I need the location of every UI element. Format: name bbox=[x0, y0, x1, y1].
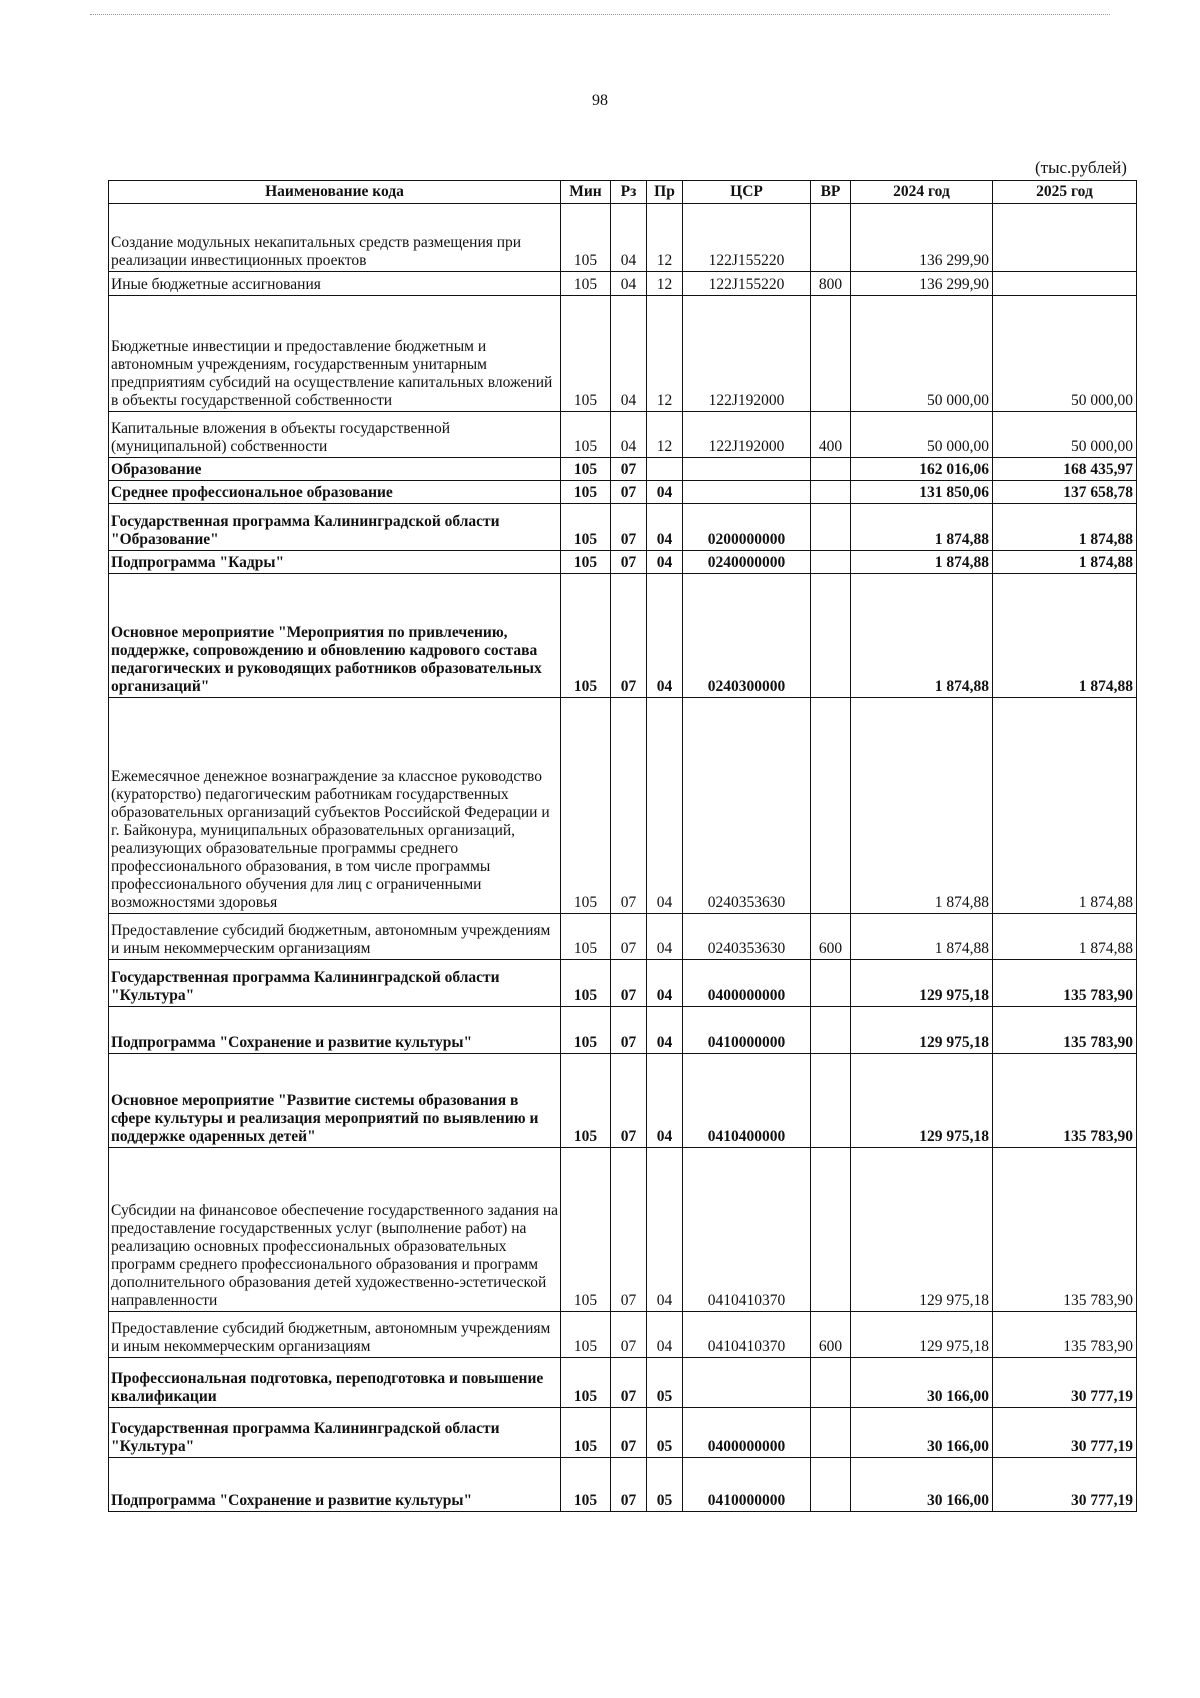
cell-min: 105 bbox=[561, 574, 611, 698]
cell-pr: 05 bbox=[647, 1408, 683, 1458]
cell-rz: 04 bbox=[611, 296, 647, 412]
cell-name: Создание модульных некапитальных средств размещения при реализации инвестиционных проектов bbox=[109, 204, 561, 272]
cell-pr: 05 bbox=[647, 1458, 683, 1512]
cell-2024: 129 975,18 bbox=[851, 1148, 993, 1312]
units-label: (тыс.рублей) bbox=[1035, 158, 1127, 177]
cell-csr bbox=[683, 458, 811, 481]
cell-min: 105 bbox=[561, 296, 611, 412]
cell-csr: 0240353630 bbox=[683, 698, 811, 914]
cell-2025: 135 783,90 bbox=[993, 1007, 1137, 1054]
cell-2024: 30 166,00 bbox=[851, 1408, 993, 1458]
cell-rz: 07 bbox=[611, 698, 647, 914]
cell-min: 105 bbox=[561, 204, 611, 272]
cell-pr: 04 bbox=[647, 1007, 683, 1054]
header-2025: 2025 год bbox=[993, 181, 1137, 204]
cell-min: 105 bbox=[561, 960, 611, 1007]
cell-rz: 07 bbox=[611, 1312, 647, 1358]
header-csr: ЦСР bbox=[683, 181, 811, 204]
cell-name: Среднее профессиональное образование bbox=[109, 481, 561, 504]
cell-vr bbox=[811, 574, 851, 698]
cell-min: 105 bbox=[561, 1007, 611, 1054]
cell-2025: 1 874,88 bbox=[993, 574, 1137, 698]
cell-csr: 0410410370 bbox=[683, 1148, 811, 1312]
cell-name: Субсидии на финансовое обеспечение государственного задания на предоставление государственных услуг (выполнение работ) на реализацию основных профессиональных образовательных программ среднего профессионального образования и программ дополнительного образования детей художественно-эстетической направленности bbox=[109, 1148, 561, 1312]
cell-csr: 122J192000 bbox=[683, 412, 811, 458]
cell-csr bbox=[683, 1358, 811, 1408]
cell-vr bbox=[811, 1408, 851, 1458]
cell-pr: 05 bbox=[647, 1358, 683, 1408]
cell-min: 105 bbox=[561, 272, 611, 296]
cell-2025 bbox=[993, 272, 1137, 296]
cell-pr: 04 bbox=[647, 914, 683, 960]
cell-name: Бюджетные инвестиции и предоставление бюджетным и автономным учреждениям, государственным унитарным предприятиям субсидий на осуществление капитальных вложений в объекты государственной собственности bbox=[109, 296, 561, 412]
table-row bbox=[109, 1408, 1137, 1458]
cell-vr bbox=[811, 1148, 851, 1312]
cell-name: Подпрограмма "Кадры" bbox=[109, 551, 561, 574]
cell-csr: 0240000000 bbox=[683, 551, 811, 574]
cell-name: Профессиональная подготовка, переподготовка и повышение квалификации bbox=[109, 1358, 561, 1408]
cell-name: Государственная программа Калининградской области "Культура" bbox=[109, 1408, 561, 1458]
cell-2025: 135 783,90 bbox=[993, 1312, 1137, 1358]
table-row bbox=[109, 698, 1137, 914]
cell-min: 105 bbox=[561, 1054, 611, 1148]
cell-vr bbox=[811, 296, 851, 412]
cell-csr: 0240300000 bbox=[683, 574, 811, 698]
cell-rz: 07 bbox=[611, 1054, 647, 1148]
cell-2025: 135 783,90 bbox=[993, 1148, 1137, 1312]
cell-rz: 07 bbox=[611, 1408, 647, 1458]
cell-name: Предоставление субсидий бюджетным, автономным учреждениям и иным некоммерческим организациям bbox=[109, 1312, 561, 1358]
cell-rz: 07 bbox=[611, 960, 647, 1007]
cell-vr: 600 bbox=[811, 1312, 851, 1358]
cell-min: 105 bbox=[561, 1312, 611, 1358]
cell-2024: 129 975,18 bbox=[851, 1054, 993, 1148]
cell-rz: 07 bbox=[611, 914, 647, 960]
cell-pr: 04 bbox=[647, 698, 683, 914]
cell-csr bbox=[683, 481, 811, 504]
cell-name: Основное мероприятие "Мероприятия по привлечению, поддержке, сопровождению и обновлению кадрового состава педагогических и руководящих работников образовательных организаций" bbox=[109, 574, 561, 698]
cell-2024: 129 975,18 bbox=[851, 960, 993, 1007]
table-row bbox=[109, 204, 1137, 272]
header-rz: Рз bbox=[611, 181, 647, 204]
cell-name: Ежемесячное денежное вознаграждение за классное руководство (кураторство) педагогическим работникам государственных образовательных организаций субъектов Российской Федерации и г. Байконура, муниципальных образовательных организаций, реализующих образовательные программы среднего профессионального образования, в том числе программы профессионального обучения для лиц с ограниченными возможностями здоровья bbox=[109, 698, 561, 914]
cell-min: 105 bbox=[561, 1358, 611, 1408]
cell-vr bbox=[811, 1007, 851, 1054]
header-min: Мин bbox=[561, 181, 611, 204]
cell-pr: 12 bbox=[647, 412, 683, 458]
cell-2025: 30 777,19 bbox=[993, 1358, 1137, 1408]
cell-min: 105 bbox=[561, 698, 611, 914]
table-row bbox=[109, 1007, 1137, 1054]
cell-min: 105 bbox=[561, 551, 611, 574]
table-row bbox=[109, 296, 1137, 412]
cell-rz: 07 bbox=[611, 1458, 647, 1512]
table-header-row bbox=[109, 181, 1137, 204]
cell-vr bbox=[811, 1054, 851, 1148]
cell-min: 105 bbox=[561, 481, 611, 504]
cell-2025: 1 874,88 bbox=[993, 551, 1137, 574]
cell-2024: 136 299,90 bbox=[851, 272, 993, 296]
cell-min: 105 bbox=[561, 504, 611, 551]
cell-csr: 0410400000 bbox=[683, 1054, 811, 1148]
table-row bbox=[109, 458, 1137, 481]
cell-csr: 122J155220 bbox=[683, 272, 811, 296]
cell-vr bbox=[811, 504, 851, 551]
scan-artifact-line bbox=[90, 14, 1110, 15]
cell-2024: 30 166,00 bbox=[851, 1358, 993, 1408]
cell-name: Подпрограмма "Сохранение и развитие культуры" bbox=[109, 1458, 561, 1512]
cell-2025: 50 000,00 bbox=[993, 412, 1137, 458]
cell-pr: 04 bbox=[647, 504, 683, 551]
cell-pr: 12 bbox=[647, 204, 683, 272]
cell-rz: 07 bbox=[611, 574, 647, 698]
cell-2025: 135 783,90 bbox=[993, 1054, 1137, 1148]
cell-csr: 0410000000 bbox=[683, 1007, 811, 1054]
table-row bbox=[109, 272, 1137, 296]
cell-vr bbox=[811, 698, 851, 914]
cell-rz: 07 bbox=[611, 1007, 647, 1054]
cell-pr: 12 bbox=[647, 272, 683, 296]
cell-2024: 30 166,00 bbox=[851, 1458, 993, 1512]
table-row bbox=[109, 1148, 1137, 1312]
cell-csr: 0410000000 bbox=[683, 1458, 811, 1512]
cell-pr: 04 bbox=[647, 960, 683, 1007]
cell-vr bbox=[811, 458, 851, 481]
cell-2024: 129 975,18 bbox=[851, 1312, 993, 1358]
cell-vr bbox=[811, 481, 851, 504]
page-number: 98 bbox=[592, 92, 608, 109]
cell-rz: 04 bbox=[611, 412, 647, 458]
cell-min: 105 bbox=[561, 1148, 611, 1312]
cell-2025: 135 783,90 bbox=[993, 960, 1137, 1007]
cell-vr bbox=[811, 204, 851, 272]
table-row bbox=[109, 1458, 1137, 1512]
cell-min: 105 bbox=[561, 914, 611, 960]
cell-vr: 400 bbox=[811, 412, 851, 458]
cell-min: 105 bbox=[561, 458, 611, 481]
cell-2024: 1 874,88 bbox=[851, 551, 993, 574]
cell-pr bbox=[647, 458, 683, 481]
cell-rz: 04 bbox=[611, 204, 647, 272]
table-row bbox=[109, 481, 1137, 504]
cell-pr: 04 bbox=[647, 551, 683, 574]
cell-pr: 04 bbox=[647, 574, 683, 698]
cell-rz: 07 bbox=[611, 504, 647, 551]
cell-2024: 1 874,88 bbox=[851, 504, 993, 551]
table-row bbox=[109, 914, 1137, 960]
cell-2024: 131 850,06 bbox=[851, 481, 993, 504]
cell-pr: 04 bbox=[647, 1054, 683, 1148]
cell-2025: 30 777,19 bbox=[993, 1458, 1137, 1512]
cell-2025: 1 874,88 bbox=[993, 504, 1137, 551]
cell-vr bbox=[811, 960, 851, 1007]
cell-name: Капитальные вложения в объекты государственной (муниципальной) собственности bbox=[109, 412, 561, 458]
table-row bbox=[109, 412, 1137, 458]
cell-csr: 0400000000 bbox=[683, 1408, 811, 1458]
cell-vr: 800 bbox=[811, 272, 851, 296]
cell-name: Подпрограмма "Сохранение и развитие культуры" bbox=[109, 1007, 561, 1054]
cell-vr bbox=[811, 551, 851, 574]
cell-2025: 137 658,78 bbox=[993, 481, 1137, 504]
table-row bbox=[109, 1312, 1137, 1358]
cell-pr: 04 bbox=[647, 1312, 683, 1358]
table-row bbox=[109, 1358, 1137, 1408]
cell-2024: 162 016,06 bbox=[851, 458, 993, 481]
cell-rz: 07 bbox=[611, 1358, 647, 1408]
cell-2025 bbox=[993, 204, 1137, 272]
cell-2024: 1 874,88 bbox=[851, 574, 993, 698]
header-vr: ВР bbox=[811, 181, 851, 204]
header-2024: 2024 год bbox=[851, 181, 993, 204]
cell-rz: 07 bbox=[611, 481, 647, 504]
cell-rz: 07 bbox=[611, 458, 647, 481]
cell-min: 105 bbox=[561, 1458, 611, 1512]
cell-name: Государственная программа Калининградской области "Образование" bbox=[109, 504, 561, 551]
header-name: Наименование кода bbox=[109, 181, 561, 204]
cell-pr: 04 bbox=[647, 1148, 683, 1312]
cell-2024: 1 874,88 bbox=[851, 698, 993, 914]
cell-2025: 30 777,19 bbox=[993, 1408, 1137, 1458]
cell-vr bbox=[811, 1358, 851, 1408]
cell-vr bbox=[811, 1458, 851, 1512]
cell-rz: 07 bbox=[611, 1148, 647, 1312]
cell-2025: 1 874,88 bbox=[993, 914, 1137, 960]
cell-name: Иные бюджетные ассигнования bbox=[109, 272, 561, 296]
cell-pr: 12 bbox=[647, 296, 683, 412]
table-row bbox=[109, 1054, 1137, 1148]
cell-2024: 1 874,88 bbox=[851, 914, 993, 960]
table-row bbox=[109, 551, 1137, 574]
header-pr: Пр bbox=[647, 181, 683, 204]
cell-2024: 50 000,00 bbox=[851, 412, 993, 458]
cell-2025: 168 435,97 bbox=[993, 458, 1137, 481]
cell-min: 105 bbox=[561, 412, 611, 458]
cell-vr: 600 bbox=[811, 914, 851, 960]
cell-min: 105 bbox=[561, 1408, 611, 1458]
table-row bbox=[109, 960, 1137, 1007]
cell-2024: 136 299,90 bbox=[851, 204, 993, 272]
table-body bbox=[109, 204, 1137, 1512]
cell-csr: 122J192000 bbox=[683, 296, 811, 412]
cell-2024: 50 000,00 bbox=[851, 296, 993, 412]
cell-csr: 0400000000 bbox=[683, 960, 811, 1007]
cell-name: Основное мероприятие "Развитие системы образования в сфере культуры и реализация мероприятий по выявлению и поддержке одаренных детей" bbox=[109, 1054, 561, 1148]
cell-2025: 1 874,88 bbox=[993, 698, 1137, 914]
cell-name: Государственная программа Калининградской области "Культура" bbox=[109, 960, 561, 1007]
cell-csr: 0240353630 bbox=[683, 914, 811, 960]
budget-table bbox=[108, 180, 1137, 1512]
table-row bbox=[109, 574, 1137, 698]
cell-2024: 129 975,18 bbox=[851, 1007, 993, 1054]
cell-rz: 04 bbox=[611, 272, 647, 296]
cell-pr: 04 bbox=[647, 481, 683, 504]
cell-rz: 07 bbox=[611, 551, 647, 574]
cell-name: Предоставление субсидий бюджетным, автономным учреждениям и иным некоммерческим организациям bbox=[109, 914, 561, 960]
table-row bbox=[109, 504, 1137, 551]
cell-2025: 50 000,00 bbox=[993, 296, 1137, 412]
cell-csr: 122J155220 bbox=[683, 204, 811, 272]
cell-csr: 0410410370 bbox=[683, 1312, 811, 1358]
cell-csr: 0200000000 bbox=[683, 504, 811, 551]
cell-name: Образование bbox=[109, 458, 561, 481]
